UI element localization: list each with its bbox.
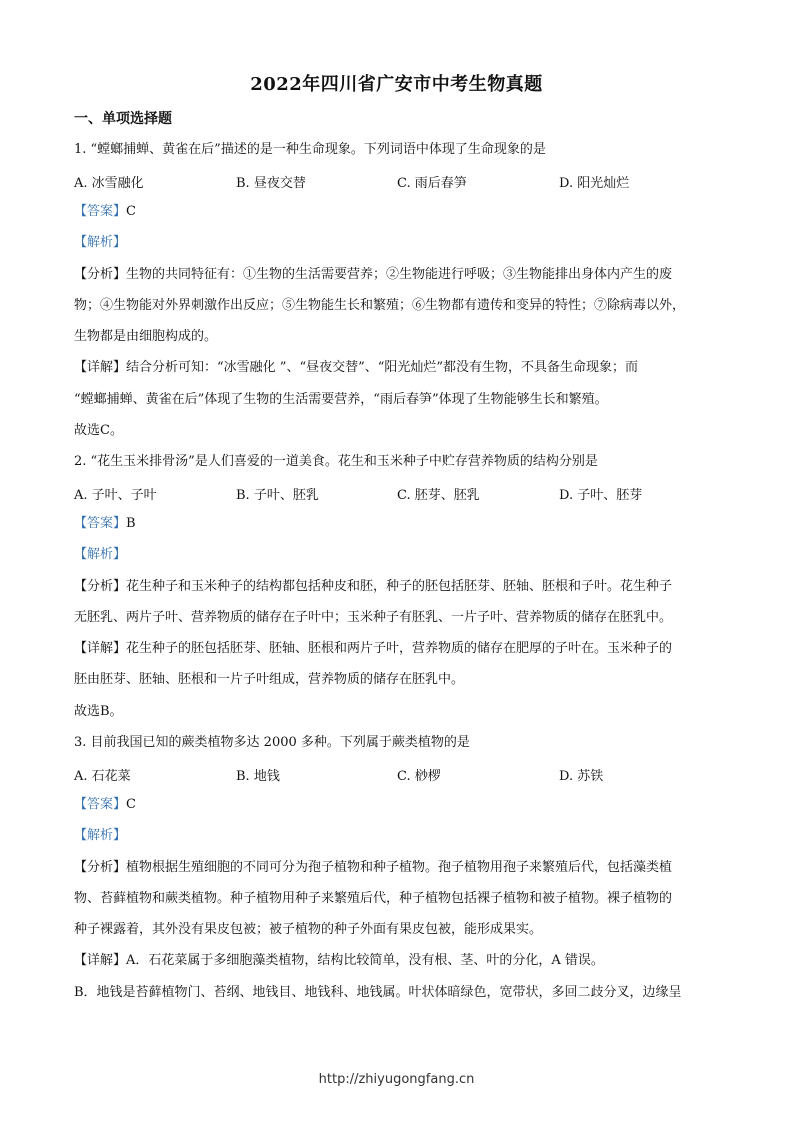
q2-options <box>74 484 724 502</box>
q3-analysis-tag <box>74 827 724 845</box>
q1-options <box>74 172 724 190</box>
q3-fenxi-line-1 <box>74 859 724 877</box>
detail-tag: 【详解】 <box>74 953 127 968</box>
q1-detail-line-2: “螳螂捕蝉、黄雀在后”体现了生物的生活需要营养，“雨后春笋”体现了生物能够生长和繁殖。 <box>74 392 608 407</box>
answer-value: C <box>126 797 136 812</box>
detail-tag: 【详解】 <box>74 641 127 656</box>
q1-stem: 1. “螳螂捕蝉、黄雀在后”描述的是一种生命现象。下列词语中体现了生命现象的是 <box>74 142 546 157</box>
q3-stem: 3. 目前我国已知的蕨类植物多达 2000 多种。下列属于蕨类植物的是 <box>74 735 470 750</box>
q1-option-c: C. 雨后春笋 <box>397 176 467 191</box>
q3-option-a: A. 石花菜 <box>74 769 131 784</box>
q1-fenxi-line-2: 物；④生物能对外界刺激作出反应；⑤生物能生长和繁殖；⑥生物都有遗传和变异的特性；⑦除病毒以外， <box>74 298 686 313</box>
q1-option-d: D. 阳光灿烂 <box>559 176 630 191</box>
q2-option-d: D. 子叶、胚芽 <box>559 488 643 503</box>
detail-tag: 【详解】 <box>74 360 127 375</box>
q3-answer <box>74 796 724 814</box>
q2-conclusion: 故选B。 <box>74 704 123 719</box>
fenxi-text: 花生种子和玉米种子的结构都包括种皮和胚，种子的胚包括胚芽、胚轴、胚根和子叶。花生种子 <box>126 579 673 594</box>
q1-fenxi-line-3: 生物都是由细胞构成的。 <box>74 329 218 344</box>
answer-tag: 【答案】 <box>74 204 127 219</box>
q2-answer <box>74 515 724 533</box>
detail-text: A．石花菜属于多细胞藻类植物，结构比较简单，没有根、茎、叶的分化，A 错误。 <box>126 953 604 968</box>
q1-fenxi-line-1 <box>74 266 724 284</box>
detail-text: 结合分析可知：“冰雪融化 ”、“昼夜交替”、“阳光灿烂”都没有生物，不具备生命现象；而 <box>126 360 639 375</box>
analysis-tag: 【解析】 <box>74 828 127 843</box>
q3-options <box>74 765 724 783</box>
answer-tag: 【答案】 <box>74 797 127 812</box>
fenxi-tag: 【分析】 <box>74 579 127 594</box>
fenxi-text: 植物根据生殖细胞的不同可分为孢子植物和种子植物。孢子植物用孢子来繁殖后代，包括藻类植 <box>126 860 673 875</box>
q2-option-b: B. 子叶、胚乳 <box>236 488 319 503</box>
q1-option-b: B. 昼夜交替 <box>236 176 306 191</box>
q2-stem: 2. “花生玉米排骨汤”是人们喜爱的一道美食。花生和玉米种子中贮存营养物质的结构分别是 <box>74 454 598 469</box>
q2-fenxi-line-1 <box>74 578 724 596</box>
page-title: 2022年四川省广安市中考生物真题 <box>250 74 543 95</box>
answer-value: C <box>126 204 136 219</box>
analysis-tag: 【解析】 <box>74 235 127 250</box>
analysis-tag: 【解析】 <box>74 547 127 562</box>
answer-value: B <box>126 516 136 531</box>
q3-option-d: D. 苏铁 <box>559 769 604 784</box>
q1-analysis-tag <box>74 234 724 252</box>
q2-fenxi-line-2: 无胚乳、两片子叶、营养物质的储存在子叶中；玉米种子有胚乳、一片子叶、营养物质的储存在胚乳中。 <box>74 610 673 625</box>
q3-option-b: B. 地钱 <box>236 769 280 784</box>
detail-text: 花生种子的胚包括胚芽、胚轴、胚根和两片子叶，营养物质的储存在肥厚的子叶在。玉米种子的 <box>126 641 673 656</box>
q2-detail-line-1 <box>74 640 724 658</box>
fenxi-tag: 【分析】 <box>74 860 127 875</box>
q2-analysis-tag <box>74 546 724 564</box>
footer-url: http://zhiyugongfang.cn <box>318 1072 475 1087</box>
q2-detail-line-2: 胚由胚芽、胚轴、胚根和一片子叶组成，营养物质的储存在胚乳中。 <box>74 672 465 687</box>
q1-detail-line-1 <box>74 359 724 377</box>
q3-detail-line-1 <box>74 952 724 970</box>
section-heading: 一、单项选择题 <box>74 111 172 127</box>
q3-detail-line-2: B．地钱是苔藓植物门、苔纲、地钱目、地钱科、地钱属。叶状体暗绿色，宽带状，多回二歧分叉，边缘呈 <box>74 985 682 1000</box>
q3-option-c: C. 桫椤 <box>397 769 441 784</box>
q1-answer <box>74 203 724 221</box>
q2-option-a: A. 子叶、子叶 <box>74 488 157 503</box>
q1-option-a: A. 冰雪融化 <box>74 176 144 191</box>
answer-tag: 【答案】 <box>74 516 127 531</box>
fenxi-text: 生物的共同特征有：①生物的生活需要营养；②生物能进行呼吸；③生物能排出身体内产生的废 <box>126 267 673 282</box>
fenxi-tag: 【分析】 <box>74 267 127 282</box>
q3-fenxi-line-3: 种子裸露着，其外没有果皮包被；被子植物的种子外面有果皮包被，能形成果实。 <box>74 922 543 937</box>
q3-fenxi-line-2: 物、苔藓植物和蕨类植物。种子植物用种子来繁殖后代，种子植物包括裸子植物和被子植物。裸子植物的 <box>74 891 673 906</box>
q1-conclusion: 故选C。 <box>74 423 123 438</box>
q2-option-c: C. 胚芽、胚乳 <box>397 488 480 503</box>
